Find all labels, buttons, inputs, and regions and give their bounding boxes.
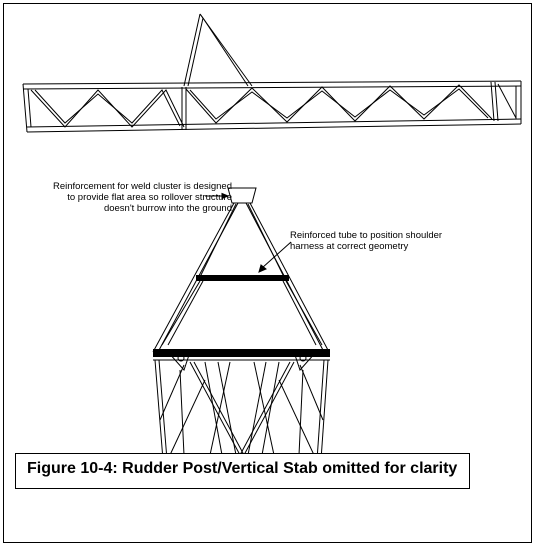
shoulder-tube-callout: Reinforced tube to position shoulder harness at correct geometry [290, 230, 443, 252]
caption-box [15, 453, 470, 489]
lower-fuselage-truss [155, 360, 328, 460]
shoulder-harness-tube [162, 275, 322, 345]
figure-caption: Figure 10-4: Rudder Post/Vertical Stab omitted for clarity [27, 460, 458, 477]
cockpit-cross-tube [153, 349, 330, 360]
weld-cluster-pad [228, 188, 256, 203]
weld-cluster-callout: Reinforcement for weld cluster is designed to provide flat area so rollover structure doesn't burrow into the ground [52, 181, 232, 214]
rollover-post [184, 14, 252, 86]
side-view-truss [23, 14, 521, 132]
front-view-structure [153, 188, 330, 460]
